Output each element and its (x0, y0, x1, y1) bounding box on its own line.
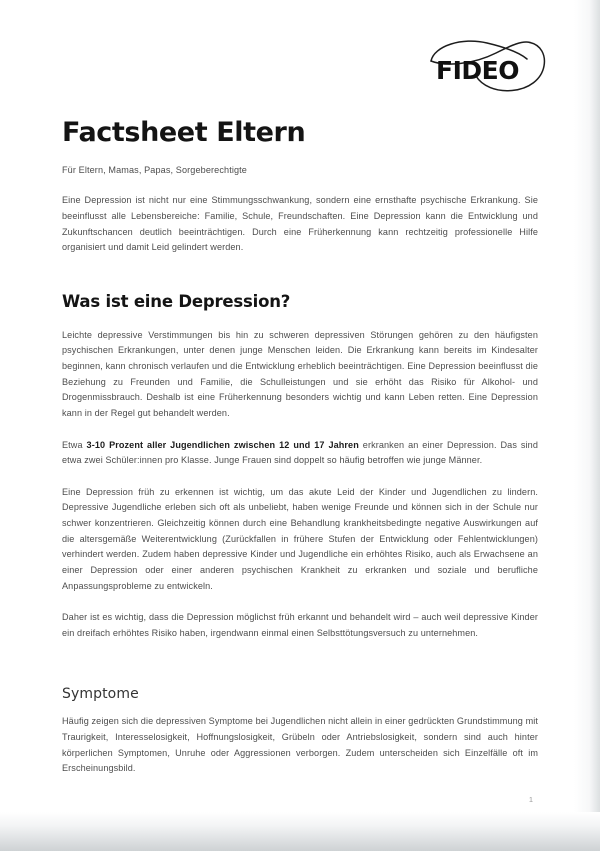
subsection-heading-symptome: Symptome (62, 685, 139, 702)
section-paragraph-4: Daher ist es wichtig, dass die Depression möglichst früh erkannt und behandelt wird – auch weil depressive Kinder ein dreifach erhöhtes Risiko haben, irgendwann einmal einen Selbsttötungsversuch zu unternehmen. (62, 612, 538, 638)
section-heading-was-ist-eine-depression: Was ist eine Depression? (62, 291, 291, 311)
section-paragraph-1: Leichte depressive Verstimmungen bis hin zu schweren depressiven Störungen gehören zu den häufigsten psychischen Erkrankungen, unter denen junge Menschen leiden. Die Erkrankung kann bereits im Kindesalter beginnen, kann chronisch verlaufen und die Entwicklung erheblich beeinträchtigen. Eine Depression beeinflusst die Beziehung zu Freunden und Familie, die Schulleistungen und sie erhöht das Risiko für Alkohol- und Drogenmissbrauch. Deshalb ist eine Früherkennung besonders wichtig und kann Leben retten. Eine Depression kann in der Regel gut behandelt werden. (62, 329, 538, 418)
fideo-wordmark: FIDEO (436, 56, 519, 85)
intro-paragraph: Eine Depression ist nicht nur eine Stimmungsschwankung, sondern eine ernsthafte psychische Erkrankung. Sie beeinflusst alle Lebensbereiche: Familie, Schule, Freundschaften. Eine Depression kann die Entwicklung und Zukunftschancen deutlich beeinträchtigen. Durch eine Früherkennung kann rechtzeitig professionelle Hilfe organisiert und damit Leid gelindert werden. (62, 195, 538, 253)
document-subtitle: Für Eltern, Mamas, Papas, Sorgeberechtigte (62, 165, 247, 176)
subsection-paragraph-symptome: Häufig zeigen sich die depressiven Symptome bei Jugendlichen nicht allein in einer gedrückten Grundstimmung mit Traurigkeit, Interesselosigkeit, Hoffnungslosigkeit, Grübeln oder Antriebslosigkeit, sondern sind auch hinter körperlichen Symptomen, Unruhe oder Aggressionen verborgen. Zudem unterscheiden sich Einzelfälle oft im Erscheinungsbild. (62, 716, 538, 774)
section-paragraph-3: Eine Depression früh zu erkennen ist wichtig, um das akute Leid der Kinder und Jugendlichen zu lindern. Depressive Jugendliche erleben sich oft als unbeliebt, haben wenige Freunde und können sich in der Schule nur schwer konzentrieren. Gleichzeitig können durch eine Behandlung krankheitsbedingte negative Auswirkungen auf die altersgemäße Weiterentwicklung (Zurückfallen in frühere Stufen der Entwicklung oder Fehlentwicklungen) verhindert werden. Zudem haben depressive Kinder und Jugendliche ein erhöhtes Risiko, auch als Erwachsene an einer Depression oder einer anderen psychischen Krankheit zu erkranken und soziale und berufliche Anpassungsprobleme zu entwickeln. (62, 486, 538, 591)
section-paragraph-2-statistics: Etwa 3-10 Prozent aller Jugendlichen zwischen 12 und 17 Jahren erkranken an einer Depression. Das sind etwa zwei Schüler:innen pro Klasse. Junge Frauen sind doppelt so häufig betroffen wie junge Männer. (62, 439, 538, 466)
page-number: 1 (528, 795, 534, 804)
document-content (62, 0, 538, 777)
page-title: Factsheet Eltern (62, 117, 306, 148)
